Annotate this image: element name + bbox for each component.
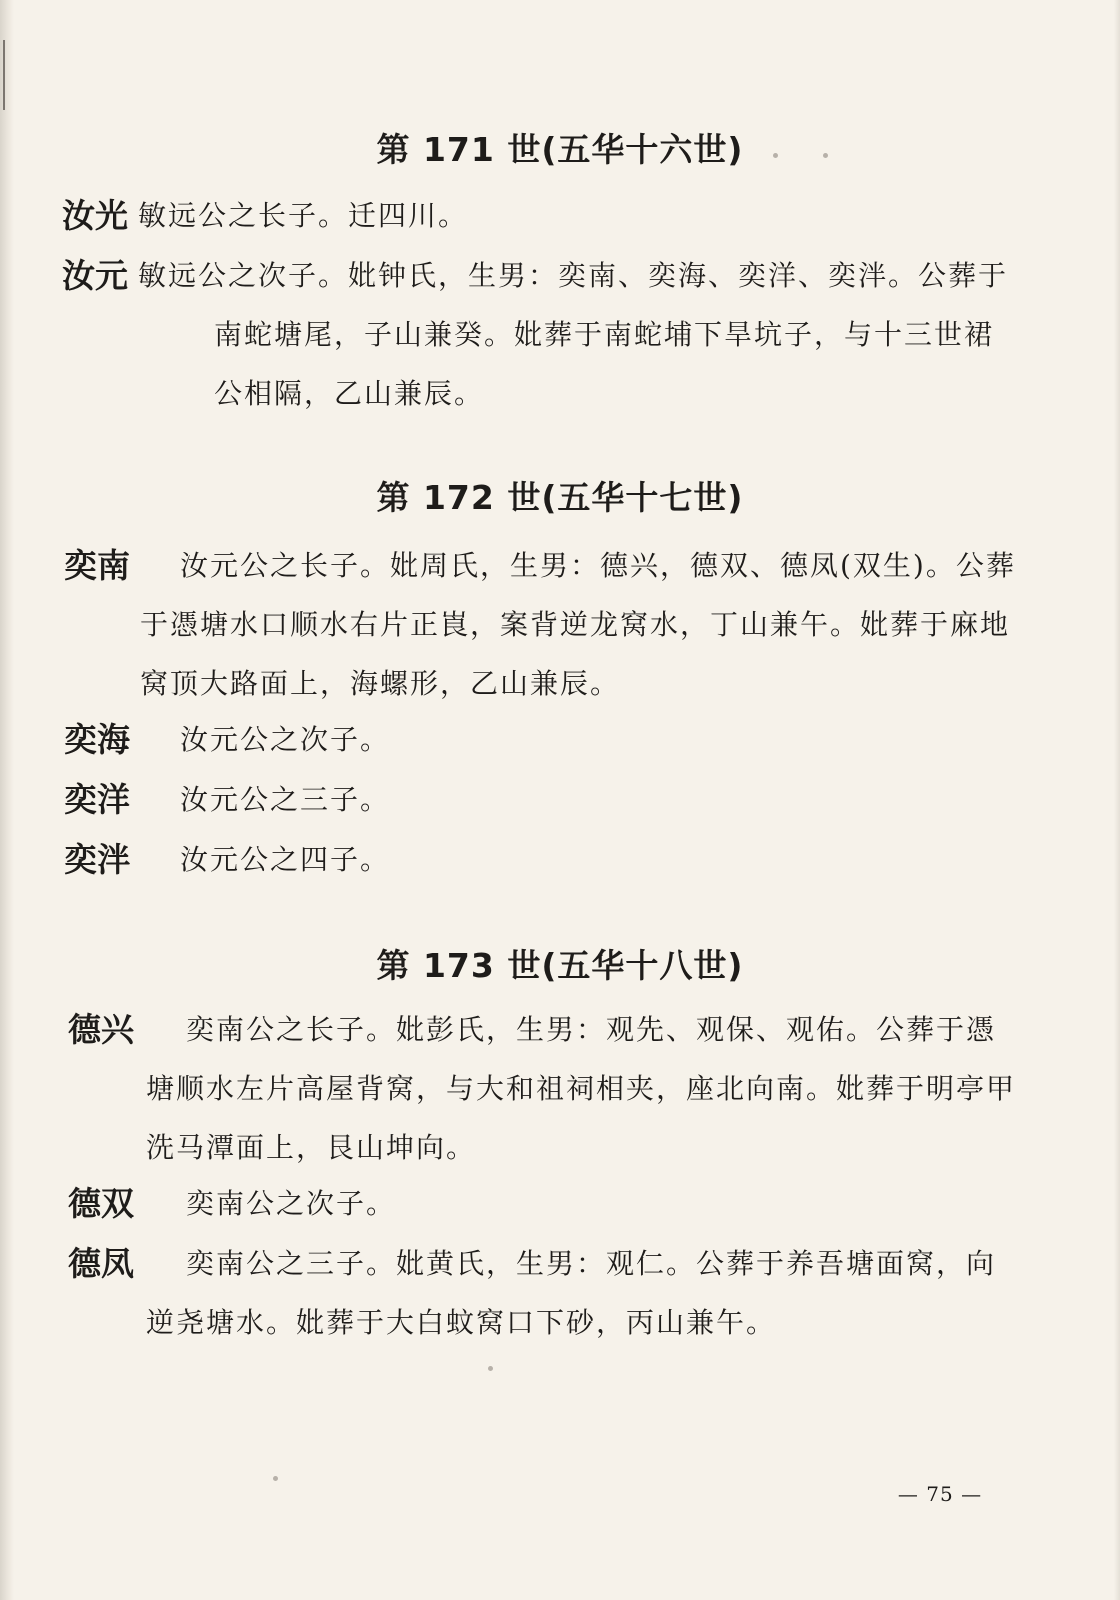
entry-name: 汝光 [62,196,128,235]
entry-yihai [64,710,1019,769]
page-right-edge [1114,0,1120,1600]
entry-text-content: 奕南公之三子。妣黄氏，生男：观仁。公葬于养吾塘面窝，向逆尧塘水。妣葬于大白蚊窝口下砂，丙山兼午。 [146,1247,997,1339]
entry-yiyang [64,770,1019,829]
entry-text: 汝元公之四子。 [180,843,391,876]
entry-dexing [68,1000,1023,1177]
paper-speck [773,153,778,158]
paper-speck [273,1476,278,1481]
entry-name: 奕泮 [64,840,130,879]
entry-name: 德凤 [68,1244,134,1283]
entry-text [68,1000,1023,1177]
section-heading-172: 第 172 世(五华十七世) [376,478,744,517]
entry-text [62,246,1017,423]
entry-text: 奕南公之次子。 [186,1187,397,1220]
entry-ruguang [62,186,1017,245]
entry-name: 汝元 [62,256,128,295]
paper-speck [823,153,828,158]
entry-ruyuan [62,246,1017,423]
entry-text [64,536,1019,713]
entry-name: 德双 [68,1184,134,1223]
entry-name: 德兴 [68,1010,134,1049]
section-heading-171: 第 171 世(五华十六世) [376,130,744,169]
section-heading-173: 第 173 世(五华十八世) [376,946,744,985]
entry-name: 奕洋 [64,780,130,819]
entry-text [68,1234,1023,1352]
page-left-edge [0,0,14,1600]
page-number: — 75 — [897,1482,983,1506]
entry-text-content: 奕南公之长子。妣彭氏，生男：观先、观保、观佑。公葬于憑塘顺水左片高屋背窝，与大和祖祠相夹，座北向南。妣葬于明亭甲洗马潭面上，艮山坤向。 [146,1013,1017,1164]
entry-text: 汝元公之三子。 [180,783,391,816]
entry-text-content: 汝元公之长子。妣周氏，生男：德兴，德双、德凤(双生)。公葬于憑塘水口顺水右片正崀，案背逆龙窝水，丁山兼午。妣葬于麻地窝顶大路面上，海螺形，乙山兼辰。 [140,549,1016,700]
entry-defeng [68,1234,1023,1352]
entry-yinan [64,536,1019,713]
entry-name: 奕海 [64,720,130,759]
entry-text: 汝元公之次子。 [180,723,391,756]
entry-text: 敏远公之长子。迁四川。 [138,199,469,232]
paper-speck [488,1366,493,1371]
entry-name: 奕南 [64,546,130,585]
entry-deshuang [68,1174,1023,1233]
entry-yipan [64,830,1019,889]
entry-text-content: 敏远公之次子。妣钟氏，生男：奕南、奕海、奕洋、奕泮。公葬于南蛇塘尾，子山兼癸。妣葬于南蛇埔下旱坑子，与十三世裙公相隔，乙山兼辰。 [138,259,1009,410]
